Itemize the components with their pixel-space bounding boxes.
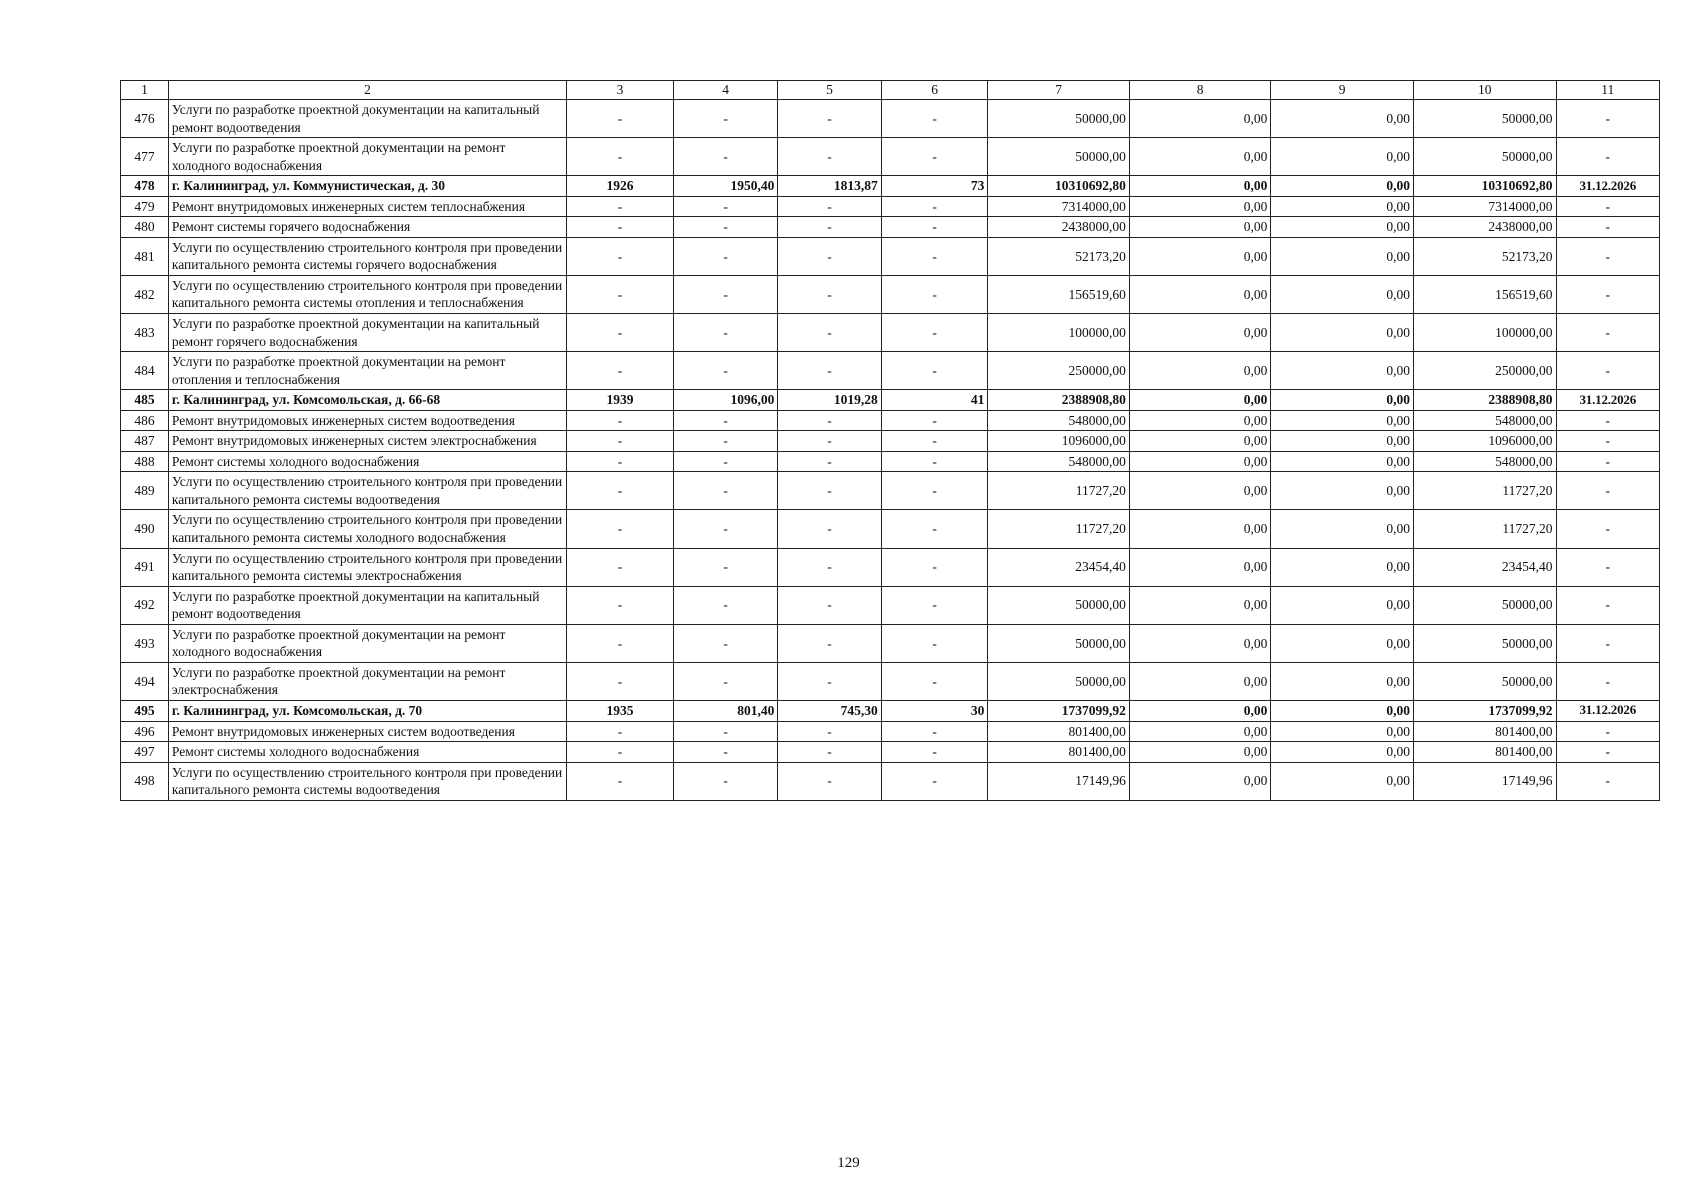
row-number: 480 — [121, 217, 169, 238]
row-number: 493 — [121, 624, 169, 662]
cell-col3: - — [567, 721, 674, 742]
row-number: 481 — [121, 237, 169, 275]
cell-col10: 10310692,80 — [1413, 176, 1556, 197]
table-row — [121, 662, 1660, 700]
cell-col5: 1019,28 — [778, 390, 881, 411]
cell-col7: 50000,00 — [988, 100, 1129, 138]
cell-col8: 0,00 — [1129, 390, 1270, 411]
cell-col11: - — [1556, 431, 1659, 452]
cell-col5: 1813,87 — [778, 176, 881, 197]
cell-col3: 1926 — [567, 176, 674, 197]
cell-col7: 1096000,00 — [988, 431, 1129, 452]
cell-col10: 50000,00 — [1413, 100, 1556, 138]
table-row — [121, 451, 1660, 472]
cell-col3: - — [567, 510, 674, 548]
cell-col6: - — [881, 548, 988, 586]
cell-col9: 0,00 — [1271, 176, 1414, 197]
cell-col3: - — [567, 352, 674, 390]
cell-col3: - — [567, 410, 674, 431]
cell-col4: - — [673, 314, 777, 352]
cell-col5: - — [778, 410, 881, 431]
cell-col11: - — [1556, 510, 1659, 548]
row-number: 478 — [121, 176, 169, 197]
cell-col3: - — [567, 548, 674, 586]
cell-col7: 50000,00 — [988, 138, 1129, 176]
cell-col8: 0,00 — [1129, 275, 1270, 313]
row-number: 483 — [121, 314, 169, 352]
cell-col3: - — [567, 624, 674, 662]
cell-col7: 50000,00 — [988, 662, 1129, 700]
cell-col9: 0,00 — [1271, 390, 1414, 411]
cell-col10: 23454,40 — [1413, 548, 1556, 586]
row-number: 494 — [121, 662, 169, 700]
cell-col6: - — [881, 762, 988, 800]
cell-col7: 10310692,80 — [988, 176, 1129, 197]
work-description: Ремонт внутридомовых инженерных систем электроснабжения — [168, 431, 566, 452]
cell-col3: - — [567, 100, 674, 138]
cell-col3: - — [567, 586, 674, 624]
row-number: 482 — [121, 275, 169, 313]
cell-col5: - — [778, 237, 881, 275]
column-number: 1 — [121, 81, 169, 100]
row-number: 496 — [121, 721, 169, 742]
cell-col10: 100000,00 — [1413, 314, 1556, 352]
cell-col5: - — [778, 138, 881, 176]
cell-col7: 2438000,00 — [988, 217, 1129, 238]
cell-col11: - — [1556, 196, 1659, 217]
cell-col11: - — [1556, 762, 1659, 800]
cell-col8: 0,00 — [1129, 762, 1270, 800]
table-row — [121, 100, 1660, 138]
cell-col11: - — [1556, 548, 1659, 586]
work-description: г. Калининград, ул. Комсомольская, д. 70 — [168, 700, 566, 721]
cell-col7: 50000,00 — [988, 624, 1129, 662]
column-number: 5 — [778, 81, 881, 100]
cell-col4: - — [673, 100, 777, 138]
cell-col9: 0,00 — [1271, 352, 1414, 390]
cell-col6: - — [881, 275, 988, 313]
cell-col7: 23454,40 — [988, 548, 1129, 586]
cell-col3: - — [567, 451, 674, 472]
cell-col6: - — [881, 217, 988, 238]
cell-col7: 1737099,92 — [988, 700, 1129, 721]
table-row — [121, 217, 1660, 238]
cell-col10: 156519,60 — [1413, 275, 1556, 313]
cell-col9: 0,00 — [1271, 138, 1414, 176]
row-number: 484 — [121, 352, 169, 390]
page-number: 129 — [837, 1155, 860, 1171]
cell-col10: 11727,20 — [1413, 510, 1556, 548]
cell-col11: - — [1556, 217, 1659, 238]
cell-col7: 100000,00 — [988, 314, 1129, 352]
cell-col7: 50000,00 — [988, 586, 1129, 624]
cell-col7: 7314000,00 — [988, 196, 1129, 217]
cell-col11: - — [1556, 100, 1659, 138]
cell-col5: - — [778, 431, 881, 452]
cell-col10: 2388908,80 — [1413, 390, 1556, 411]
row-number: 491 — [121, 548, 169, 586]
address-row — [121, 176, 1660, 197]
cell-col4: - — [673, 451, 777, 472]
work-description: Услуги по разработке проектной документации на ремонт электроснабжения — [168, 662, 566, 700]
cell-col7: 11727,20 — [988, 472, 1129, 510]
cell-col11: 31.12.2026 — [1556, 176, 1659, 197]
cell-col6: - — [881, 451, 988, 472]
work-description: Услуги по осуществлению строительного контроля при проведении капитального ремонта системы отопления и теплоснабжения — [168, 275, 566, 313]
address-row — [121, 390, 1660, 411]
cell-col5: - — [778, 352, 881, 390]
table-row — [121, 548, 1660, 586]
cell-col8: 0,00 — [1129, 314, 1270, 352]
cell-col11: - — [1556, 138, 1659, 176]
cell-col3: - — [567, 237, 674, 275]
cell-col7: 52173,20 — [988, 237, 1129, 275]
column-number: 4 — [673, 81, 777, 100]
cell-col8: 0,00 — [1129, 472, 1270, 510]
cell-col9: 0,00 — [1271, 586, 1414, 624]
cell-col11: 31.12.2026 — [1556, 700, 1659, 721]
table-body — [121, 81, 1660, 801]
work-description: г. Калининград, ул. Комсомольская, д. 66-68 — [168, 390, 566, 411]
work-description: Ремонт внутридомовых инженерных систем водоотведения — [168, 721, 566, 742]
table-row — [121, 275, 1660, 313]
cell-col6: - — [881, 510, 988, 548]
cell-col5: - — [778, 586, 881, 624]
cell-col10: 52173,20 — [1413, 237, 1556, 275]
cell-col6: - — [881, 352, 988, 390]
cell-col9: 0,00 — [1271, 624, 1414, 662]
table-row — [121, 431, 1660, 452]
cell-col4: - — [673, 196, 777, 217]
cell-col8: 0,00 — [1129, 624, 1270, 662]
cell-col3: 1935 — [567, 700, 674, 721]
work-description: Услуги по осуществлению строительного контроля при проведении капитального ремонта системы холодного водоснабжения — [168, 510, 566, 548]
cell-col3: - — [567, 275, 674, 313]
cell-col9: 0,00 — [1271, 662, 1414, 700]
cell-col9: 0,00 — [1271, 721, 1414, 742]
work-description: Услуги по осуществлению строительного контроля при проведении капитального ремонта системы электроснабжения — [168, 548, 566, 586]
cell-col10: 548000,00 — [1413, 451, 1556, 472]
cell-col3: - — [567, 431, 674, 452]
row-number: 490 — [121, 510, 169, 548]
table-row — [121, 721, 1660, 742]
cell-col5: 745,30 — [778, 700, 881, 721]
cell-col6: - — [881, 431, 988, 452]
cell-col5: - — [778, 662, 881, 700]
cell-col7: 801400,00 — [988, 721, 1129, 742]
row-number: 479 — [121, 196, 169, 217]
cell-col5: - — [778, 100, 881, 138]
cell-col4: - — [673, 762, 777, 800]
row-number: 497 — [121, 742, 169, 763]
cell-col5: - — [778, 762, 881, 800]
work-description: г. Калининград, ул. Коммунистическая, д. 30 — [168, 176, 566, 197]
cell-col10: 1096000,00 — [1413, 431, 1556, 452]
cell-col7: 801400,00 — [988, 742, 1129, 763]
cell-col8: 0,00 — [1129, 431, 1270, 452]
cell-col4: - — [673, 472, 777, 510]
cell-col5: - — [778, 451, 881, 472]
cell-col11: - — [1556, 237, 1659, 275]
work-description: Услуги по разработке проектной документации на ремонт холодного водоснабжения — [168, 624, 566, 662]
cell-col6: - — [881, 624, 988, 662]
column-number: 9 — [1271, 81, 1414, 100]
cell-col3: - — [567, 662, 674, 700]
cell-col4: - — [673, 662, 777, 700]
work-description: Услуги по разработке проектной документации на капитальный ремонт горячего водоснабжения — [168, 314, 566, 352]
cell-col11: - — [1556, 742, 1659, 763]
work-description: Ремонт внутридомовых инженерных систем водоотведения — [168, 410, 566, 431]
table-row — [121, 196, 1660, 217]
work-description: Услуги по разработке проектной документации на капитальный ремонт водоотведения — [168, 100, 566, 138]
cell-col9: 0,00 — [1271, 700, 1414, 721]
row-number: 488 — [121, 451, 169, 472]
cell-col7: 11727,20 — [988, 510, 1129, 548]
cell-col4: - — [673, 721, 777, 742]
work-description: Ремонт системы горячего водоснабжения — [168, 217, 566, 238]
cell-col4: 1096,00 — [673, 390, 777, 411]
cell-col8: 0,00 — [1129, 410, 1270, 431]
cell-col8: 0,00 — [1129, 548, 1270, 586]
cell-col10: 50000,00 — [1413, 138, 1556, 176]
cell-col4: - — [673, 352, 777, 390]
cell-col3: - — [567, 314, 674, 352]
cell-col8: 0,00 — [1129, 721, 1270, 742]
column-number: 6 — [881, 81, 988, 100]
row-number: 495 — [121, 700, 169, 721]
cell-col10: 801400,00 — [1413, 721, 1556, 742]
cell-col7: 156519,60 — [988, 275, 1129, 313]
cell-col9: 0,00 — [1271, 237, 1414, 275]
cell-col9: 0,00 — [1271, 196, 1414, 217]
table-row — [121, 237, 1660, 275]
work-description: Услуги по разработке проектной документации на ремонт холодного водоснабжения — [168, 138, 566, 176]
work-description: Ремонт системы холодного водоснабжения — [168, 742, 566, 763]
cell-col5: - — [778, 548, 881, 586]
cell-col3: - — [567, 472, 674, 510]
cell-col8: 0,00 — [1129, 510, 1270, 548]
cell-col8: 0,00 — [1129, 237, 1270, 275]
cell-col4: - — [673, 510, 777, 548]
cell-col11: - — [1556, 662, 1659, 700]
cell-col10: 50000,00 — [1413, 662, 1556, 700]
cell-col7: 250000,00 — [988, 352, 1129, 390]
cell-col4: - — [673, 217, 777, 238]
table-row — [121, 410, 1660, 431]
row-number: 489 — [121, 472, 169, 510]
cell-col11: - — [1556, 721, 1659, 742]
cell-col11: - — [1556, 410, 1659, 431]
cell-col9: 0,00 — [1271, 472, 1414, 510]
cell-col4: 1950,40 — [673, 176, 777, 197]
cell-col9: 0,00 — [1271, 314, 1414, 352]
row-number: 476 — [121, 100, 169, 138]
cell-col9: 0,00 — [1271, 275, 1414, 313]
cell-col3: - — [567, 138, 674, 176]
cell-col9: 0,00 — [1271, 431, 1414, 452]
cell-col3: - — [567, 196, 674, 217]
cell-col10: 7314000,00 — [1413, 196, 1556, 217]
column-number: 10 — [1413, 81, 1556, 100]
cell-col5: - — [778, 510, 881, 548]
work-description: Ремонт внутридомовых инженерных систем теплоснабжения — [168, 196, 566, 217]
cell-col3: 1939 — [567, 390, 674, 411]
cell-col11: - — [1556, 624, 1659, 662]
work-description: Ремонт системы холодного водоснабжения — [168, 451, 566, 472]
table-row — [121, 138, 1660, 176]
table-row — [121, 472, 1660, 510]
cell-col6: 30 — [881, 700, 988, 721]
cell-col6: - — [881, 196, 988, 217]
cell-col9: 0,00 — [1271, 100, 1414, 138]
work-description: Услуги по осуществлению строительного контроля при проведении капитального ремонта системы горячего водоснабжения — [168, 237, 566, 275]
cell-col6: - — [881, 472, 988, 510]
row-number: 498 — [121, 762, 169, 800]
cell-col4: - — [673, 742, 777, 763]
cell-col8: 0,00 — [1129, 138, 1270, 176]
cell-col6: 73 — [881, 176, 988, 197]
cell-col7: 17149,96 — [988, 762, 1129, 800]
cell-col6: - — [881, 100, 988, 138]
cell-col9: 0,00 — [1271, 451, 1414, 472]
cell-col8: 0,00 — [1129, 217, 1270, 238]
work-description: Услуги по разработке проектной документации на ремонт отопления и теплоснабжения — [168, 352, 566, 390]
cell-col8: 0,00 — [1129, 742, 1270, 763]
cell-col8: 0,00 — [1129, 662, 1270, 700]
cell-col6: - — [881, 721, 988, 742]
cell-col11: - — [1556, 451, 1659, 472]
work-description: Услуги по разработке проектной документации на капитальный ремонт водоотведения — [168, 586, 566, 624]
cell-col11: - — [1556, 586, 1659, 624]
cell-col3: - — [567, 742, 674, 763]
cell-col6: 41 — [881, 390, 988, 411]
cell-col10: 1737099,92 — [1413, 700, 1556, 721]
cell-col5: - — [778, 275, 881, 313]
cell-col4: - — [673, 275, 777, 313]
cell-col4: - — [673, 548, 777, 586]
cell-col4: 801,40 — [673, 700, 777, 721]
cell-col4: - — [673, 586, 777, 624]
table-row — [121, 624, 1660, 662]
cell-col4: - — [673, 431, 777, 452]
column-number: 7 — [988, 81, 1129, 100]
column-number-row — [121, 81, 1660, 100]
cell-col10: 17149,96 — [1413, 762, 1556, 800]
cell-col5: - — [778, 196, 881, 217]
cell-col4: - — [673, 138, 777, 176]
cell-col7: 548000,00 — [988, 410, 1129, 431]
cell-col8: 0,00 — [1129, 100, 1270, 138]
cell-col10: 801400,00 — [1413, 742, 1556, 763]
cell-col3: - — [567, 217, 674, 238]
cell-col9: 0,00 — [1271, 762, 1414, 800]
row-number: 486 — [121, 410, 169, 431]
cell-col5: - — [778, 314, 881, 352]
cell-col8: 0,00 — [1129, 700, 1270, 721]
cell-col11: - — [1556, 275, 1659, 313]
cell-col6: - — [881, 237, 988, 275]
cell-col5: - — [778, 624, 881, 662]
cell-col4: - — [673, 624, 777, 662]
cell-col7: 2388908,80 — [988, 390, 1129, 411]
cell-col6: - — [881, 742, 988, 763]
row-number: 487 — [121, 431, 169, 452]
cell-col10: 2438000,00 — [1413, 217, 1556, 238]
cell-col5: - — [778, 472, 881, 510]
row-number: 477 — [121, 138, 169, 176]
table-row — [121, 742, 1660, 763]
table-row — [121, 314, 1660, 352]
table-row — [121, 762, 1660, 800]
cell-col6: - — [881, 138, 988, 176]
data-table — [120, 80, 1660, 801]
cell-col8: 0,00 — [1129, 196, 1270, 217]
cell-col9: 0,00 — [1271, 410, 1414, 431]
cell-col10: 250000,00 — [1413, 352, 1556, 390]
cell-col11: - — [1556, 472, 1659, 510]
cell-col5: - — [778, 742, 881, 763]
work-description: Услуги по осуществлению строительного контроля при проведении капитального ремонта системы водоотведения — [168, 472, 566, 510]
table-row — [121, 510, 1660, 548]
row-number: 492 — [121, 586, 169, 624]
cell-col6: - — [881, 662, 988, 700]
column-number: 3 — [567, 81, 674, 100]
cell-col8: 0,00 — [1129, 176, 1270, 197]
column-number: 2 — [168, 81, 566, 100]
address-row — [121, 700, 1660, 721]
column-number: 11 — [1556, 81, 1659, 100]
cell-col11: 31.12.2026 — [1556, 390, 1659, 411]
cell-col10: 50000,00 — [1413, 624, 1556, 662]
cell-col8: 0,00 — [1129, 451, 1270, 472]
cell-col8: 0,00 — [1129, 586, 1270, 624]
cell-col6: - — [881, 586, 988, 624]
cell-col9: 0,00 — [1271, 742, 1414, 763]
table-row — [121, 352, 1660, 390]
cell-col10: 11727,20 — [1413, 472, 1556, 510]
cell-col3: - — [567, 762, 674, 800]
cell-col4: - — [673, 410, 777, 431]
cell-col6: - — [881, 410, 988, 431]
cell-col4: - — [673, 237, 777, 275]
cell-col8: 0,00 — [1129, 352, 1270, 390]
work-description: Услуги по осуществлению строительного контроля при проведении капитального ремонта системы водоотведения — [168, 762, 566, 800]
cell-col5: - — [778, 721, 881, 742]
column-number: 8 — [1129, 81, 1270, 100]
cell-col9: 0,00 — [1271, 510, 1414, 548]
cell-col5: - — [778, 217, 881, 238]
table-row — [121, 586, 1660, 624]
cell-col11: - — [1556, 352, 1659, 390]
cell-col10: 50000,00 — [1413, 586, 1556, 624]
cell-col7: 548000,00 — [988, 451, 1129, 472]
cell-col6: - — [881, 314, 988, 352]
cell-col9: 0,00 — [1271, 548, 1414, 586]
cell-col10: 548000,00 — [1413, 410, 1556, 431]
row-number: 485 — [121, 390, 169, 411]
cell-col9: 0,00 — [1271, 217, 1414, 238]
cell-col11: - — [1556, 314, 1659, 352]
